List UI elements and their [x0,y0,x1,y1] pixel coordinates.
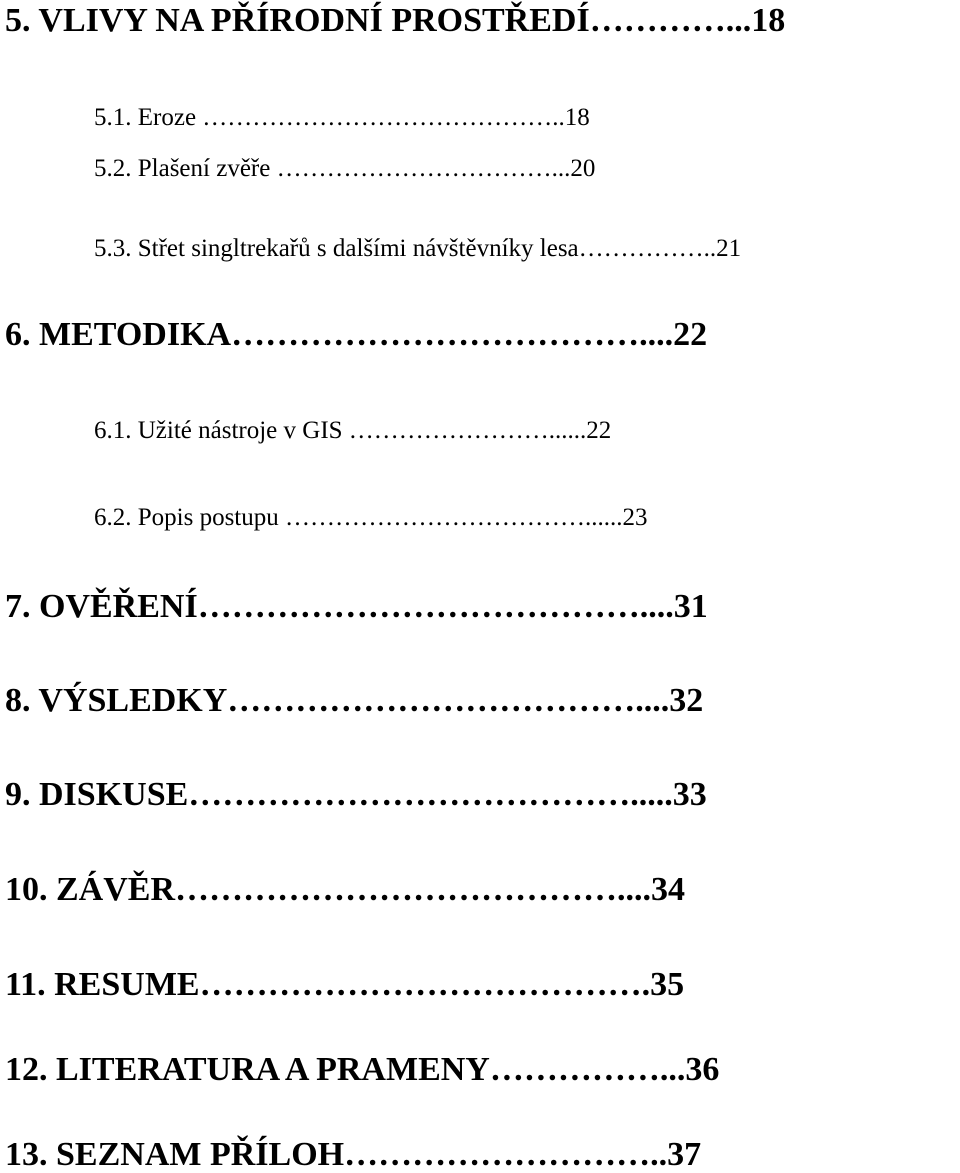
toc-entry-chapter-5: 5. VLIVY NA PŘÍRODNÍ PROSTŘEDÍ…………...18 [5,2,786,39]
toc-entry-chapter-12: 12. LITERATURA A PRAMENY……………...36 [5,1051,720,1088]
toc-entry-chapter-7: 7. OVĚŘENÍ…………………………………....31 [5,588,708,625]
toc-entry-chapter-6: 6. METODIKA………………………………....22 [5,316,708,353]
toc-entry-chapter-10: 10. ZÁVĚR…………………………………....34 [5,871,686,908]
toc-entry-section-5-2: 5.2. Plašení zvěře ……………………………...20 [94,155,596,182]
toc-entry-chapter-11: 11. RESUME………………………………….35 [5,966,685,1003]
toc-entry-section-6-2: 6.2. Popis postupu ………………………………......23 [94,504,648,531]
toc-entry-chapter-9: 9. DISKUSE………………………………….....33 [5,776,707,813]
toc-entry-section-5-1: 5.1. Eroze ……………………………………..18 [94,104,590,131]
toc-entry-section-6-1: 6.1. Užité nástroje v GIS ……………………......22 [94,417,612,444]
toc-entry-chapter-13: 13. SEZNAM PŘÍLOH………………………..37 [5,1136,702,1173]
toc-entry-section-5-3: 5.3. Střet singltrekařů s dalšími návštěvníky lesa……………..21 [94,235,742,262]
toc-entry-chapter-8: 8. VÝSLEDKY………………………………....32 [5,682,704,719]
